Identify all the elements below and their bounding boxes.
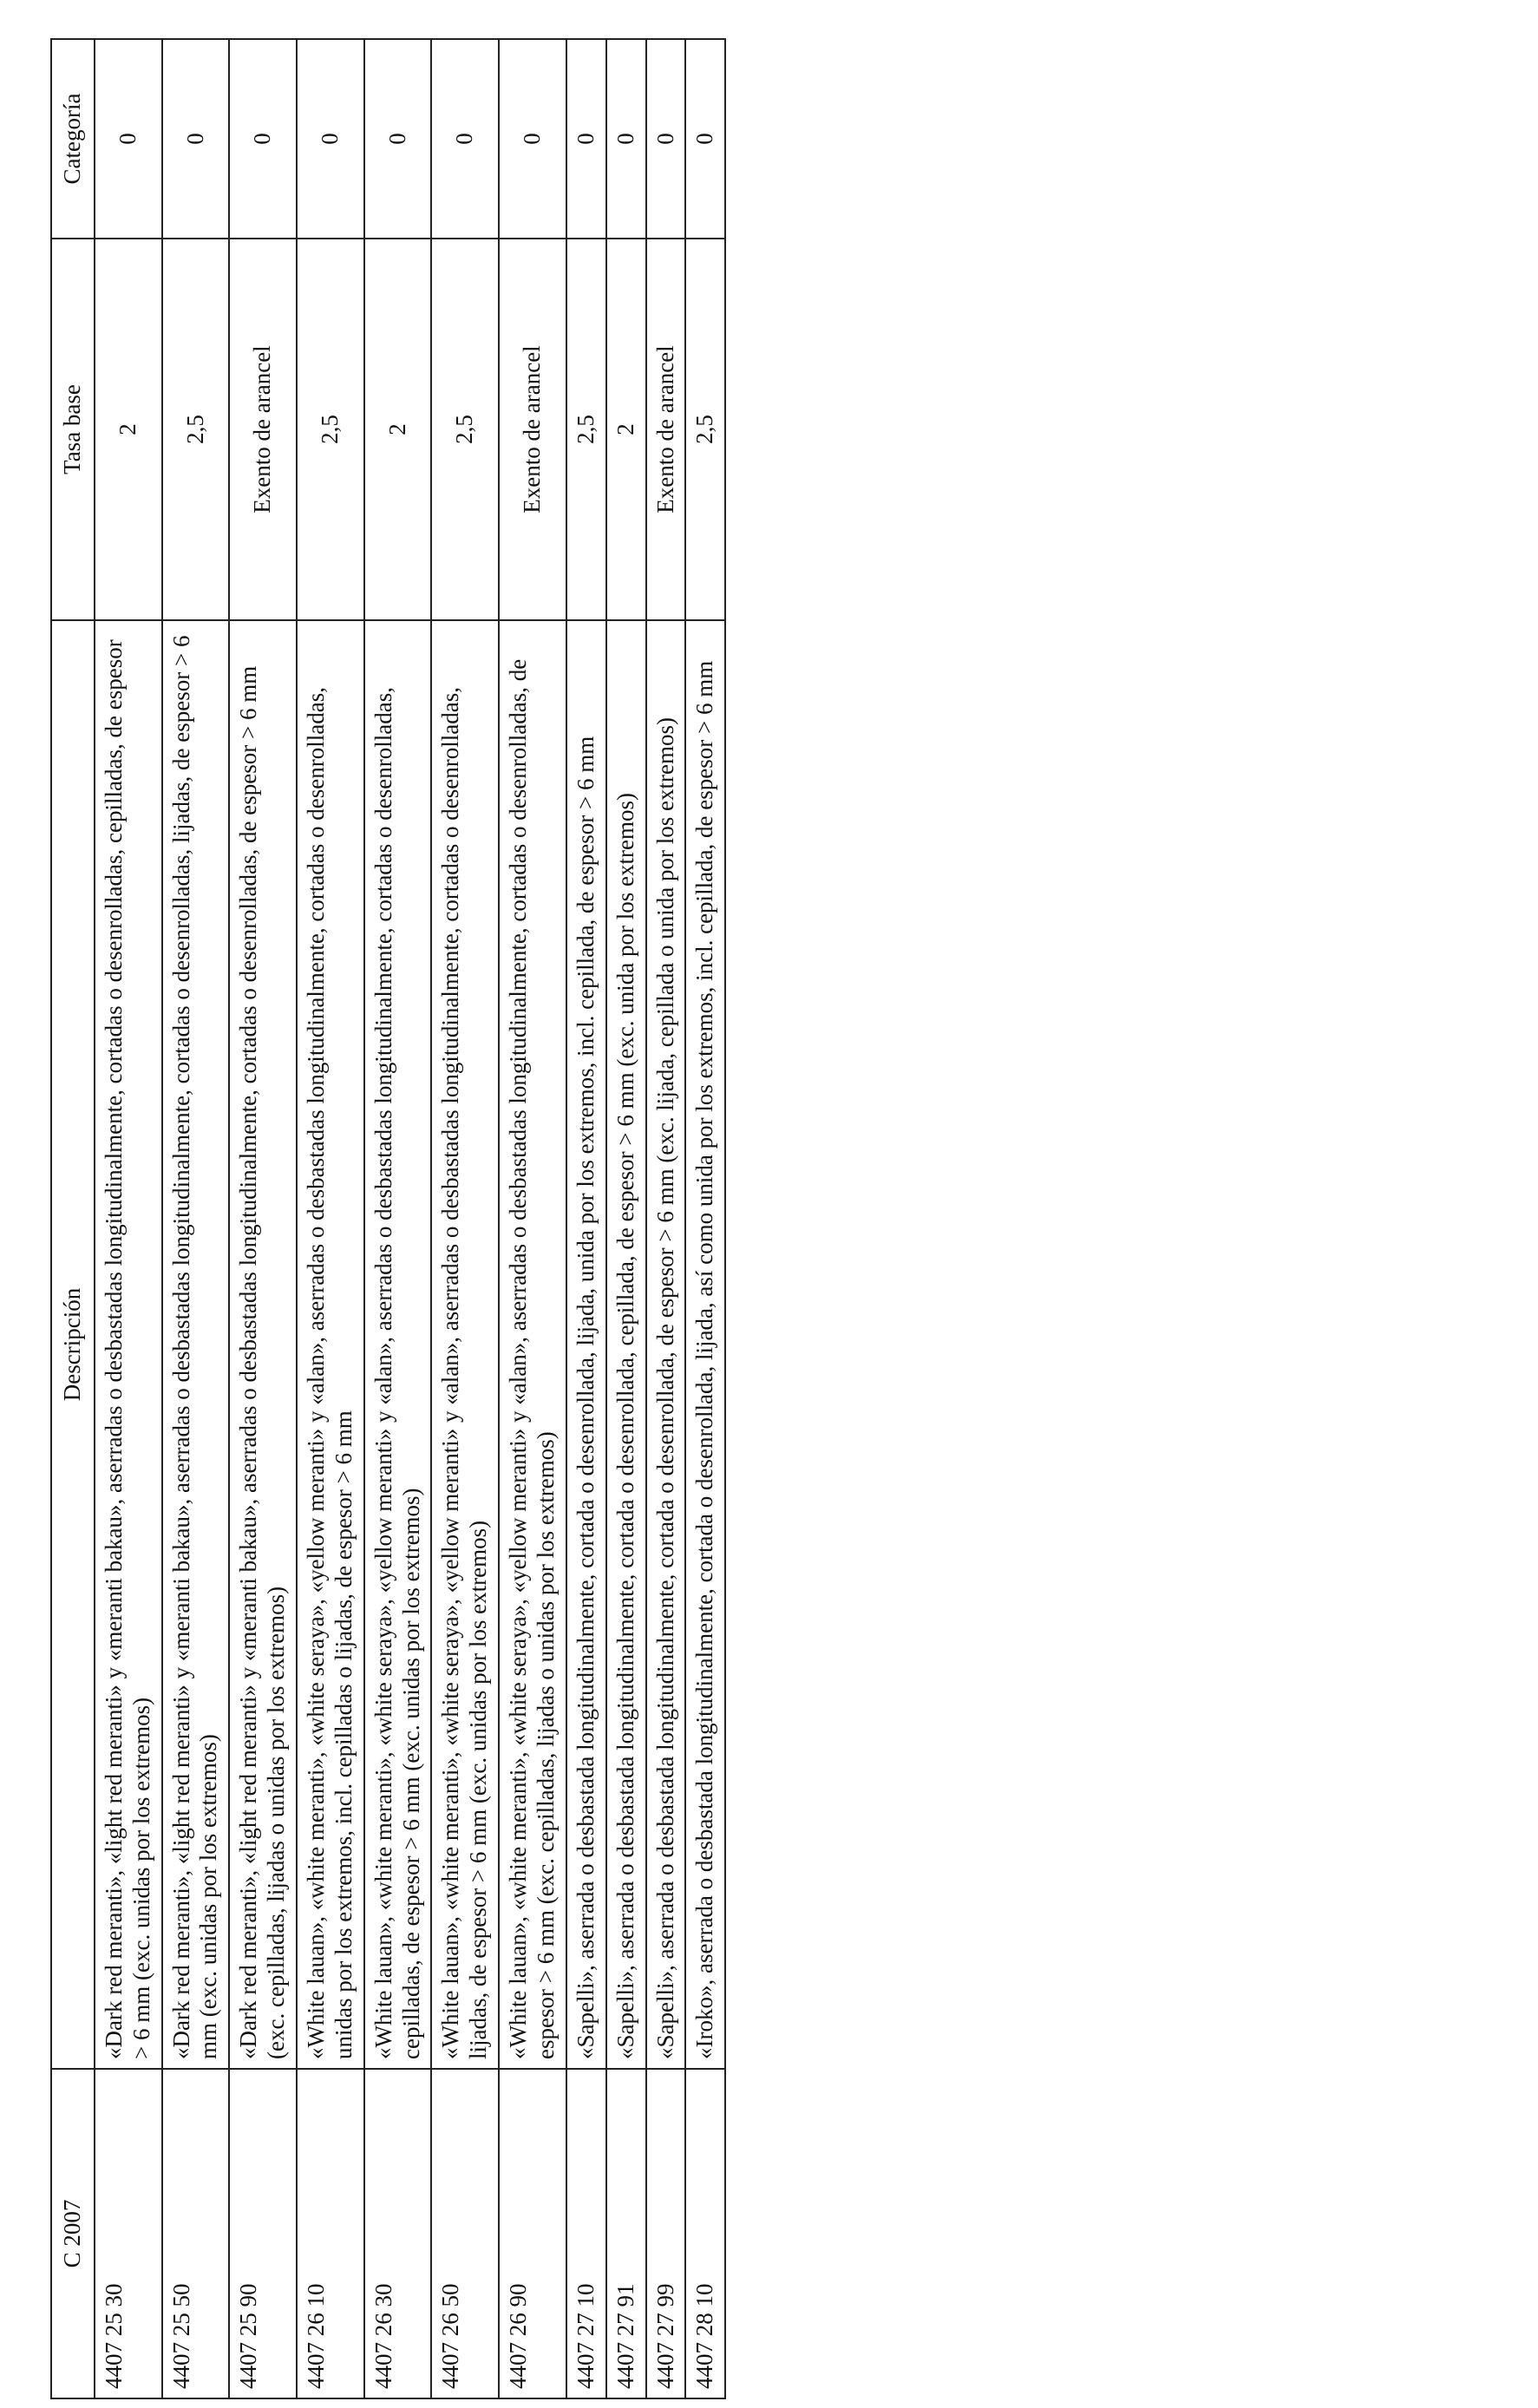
table-row xyxy=(162,39,230,2398)
cell-description: «Sapelli», aserrada o desbastada longitudinalmente, cortada o desenrollada, de espesor > 6 mm (exc. lijada, cepillada o unida por los extremos) xyxy=(646,620,686,2069)
cell-base-rate: Exento de arancel xyxy=(229,239,297,620)
cell-base-rate: Exento de arancel xyxy=(646,239,686,620)
cell-code: 4407 26 30 xyxy=(364,2069,432,2398)
cell-code: 4407 27 10 xyxy=(566,2069,606,2398)
cell-base-rate: 2,5 xyxy=(162,239,230,620)
cell-base-rate: 2 xyxy=(606,239,646,620)
cell-category: 0 xyxy=(566,39,606,239)
table-row xyxy=(297,39,364,2398)
table-row xyxy=(95,39,162,2398)
cell-description: «White lauan», «white meranti», «white seraya», «yellow meranti» y «alan», aserradas o desbastadas longitudinalmente, cortadas o desenrolladas, cepilladas, de espesor > 6 mm (exc. unidas por los extremos) xyxy=(364,620,432,2069)
header-description: Descripción xyxy=(51,620,95,2069)
table-row xyxy=(431,39,499,2398)
cell-description: «Sapelli», aserrada o desbastada longitudinalmente, cortada o desenrollada, lijada, unida por los extremos, incl. cepillada, de espesor > 6 mm xyxy=(566,620,606,2069)
cell-code: 4407 27 91 xyxy=(606,2069,646,2398)
cell-description: «White lauan», «white meranti», «white seraya», «yellow meranti» y «alan», aserradas o desbastadas longitudinalmente, cortadas o desenrolladas, unidas por los extremos, incl. cepilladas o lijadas, de espesor > 6 mm xyxy=(297,620,364,2069)
cell-category: 0 xyxy=(95,39,162,239)
cell-category: 0 xyxy=(646,39,686,239)
cell-description: «Sapelli», aserrada o desbastada longitudinalmente, cortada o desenrollada, cepillada, de espesor > 6 mm (exc. unida por los extremos) xyxy=(606,620,646,2069)
table-row xyxy=(646,39,686,2398)
cell-base-rate: Exento de arancel xyxy=(499,239,566,620)
cell-description: «Iroko», aserrada o desbastada longitudinalmente, cortada o desenrollada, lijada, así como unida por los extremos, incl. cepillada, de espesor > 6 mm xyxy=(685,620,725,2069)
cell-code: 4407 27 99 xyxy=(646,2069,686,2398)
cell-category: 0 xyxy=(499,39,566,239)
cell-code: 4407 25 90 xyxy=(229,2069,297,2398)
table-row xyxy=(229,39,297,2398)
rotated-page xyxy=(50,40,1161,2399)
cell-category: 0 xyxy=(431,39,499,239)
table-row xyxy=(566,39,606,2398)
cell-description: «Dark red meranti», «light red meranti» y «meranti bakau», aserradas o desbastadas longitudinalmente, cortadas o desenrolladas, cepilladas, de espesor > 6 mm (exc. unidas por los extremos) xyxy=(95,620,162,2069)
cell-category: 0 xyxy=(685,39,725,239)
tariff-table xyxy=(50,38,726,2399)
table-row xyxy=(499,39,566,2398)
cell-category: 0 xyxy=(297,39,364,239)
cell-category: 0 xyxy=(229,39,297,239)
header-category: Categoría xyxy=(51,39,95,239)
table-row xyxy=(606,39,646,2398)
cell-description: «White lauan», «white meranti», «white seraya», «yellow meranti» y «alan», aserradas o desbastadas longitudinalmente, cortadas o desenrolladas, lijadas, de espesor > 6 mm (exc. unidas por los extremos) xyxy=(431,620,499,2069)
cell-base-rate: 2,5 xyxy=(431,239,499,620)
cell-description: «Dark red meranti», «light red meranti» y «meranti bakau», aserradas o desbastadas longitudinalmente, cortadas o desenrolladas, lijadas, de espesor > 6 mm (exc. unidas por los extremos) xyxy=(162,620,230,2069)
cell-code: 4407 25 30 xyxy=(95,2069,162,2398)
cell-category: 0 xyxy=(364,39,432,239)
table-row xyxy=(685,39,725,2398)
header-code: C 2007 xyxy=(51,2069,95,2398)
header-base-rate: Tasa base xyxy=(51,239,95,620)
cell-code: 4407 28 10 xyxy=(685,2069,725,2398)
cell-description: «White lauan», «white meranti», «white seraya», «yellow meranti» y «alan», aserradas o desbastadas longitudinalmente, cortadas o desenrolladas, de espesor > 6 mm (exc. cepilladas, lijadas o unidas por los extremos) xyxy=(499,620,566,2069)
cell-code: 4407 25 50 xyxy=(162,2069,230,2398)
cell-base-rate: 2,5 xyxy=(685,239,725,620)
table-header-row xyxy=(51,39,95,2398)
cell-category: 0 xyxy=(162,39,230,239)
cell-base-rate: 2 xyxy=(95,239,162,620)
cell-code: 4407 26 50 xyxy=(431,2069,499,2398)
cell-description: «Dark red meranti», «light red meranti» y «meranti bakau», aserradas o desbastadas longitudinalmente, cortadas o desenrolladas, de espesor > 6 mm (exc. cepilladas, lijadas o unidas por los extremos) xyxy=(229,620,297,2069)
cell-code: 4407 26 10 xyxy=(297,2069,364,2398)
cell-category: 0 xyxy=(606,39,646,239)
table-row xyxy=(364,39,432,2398)
cell-base-rate: 2,5 xyxy=(297,239,364,620)
cell-base-rate: 2 xyxy=(364,239,432,620)
cell-base-rate: 2,5 xyxy=(566,239,606,620)
cell-code: 4407 26 90 xyxy=(499,2069,566,2398)
